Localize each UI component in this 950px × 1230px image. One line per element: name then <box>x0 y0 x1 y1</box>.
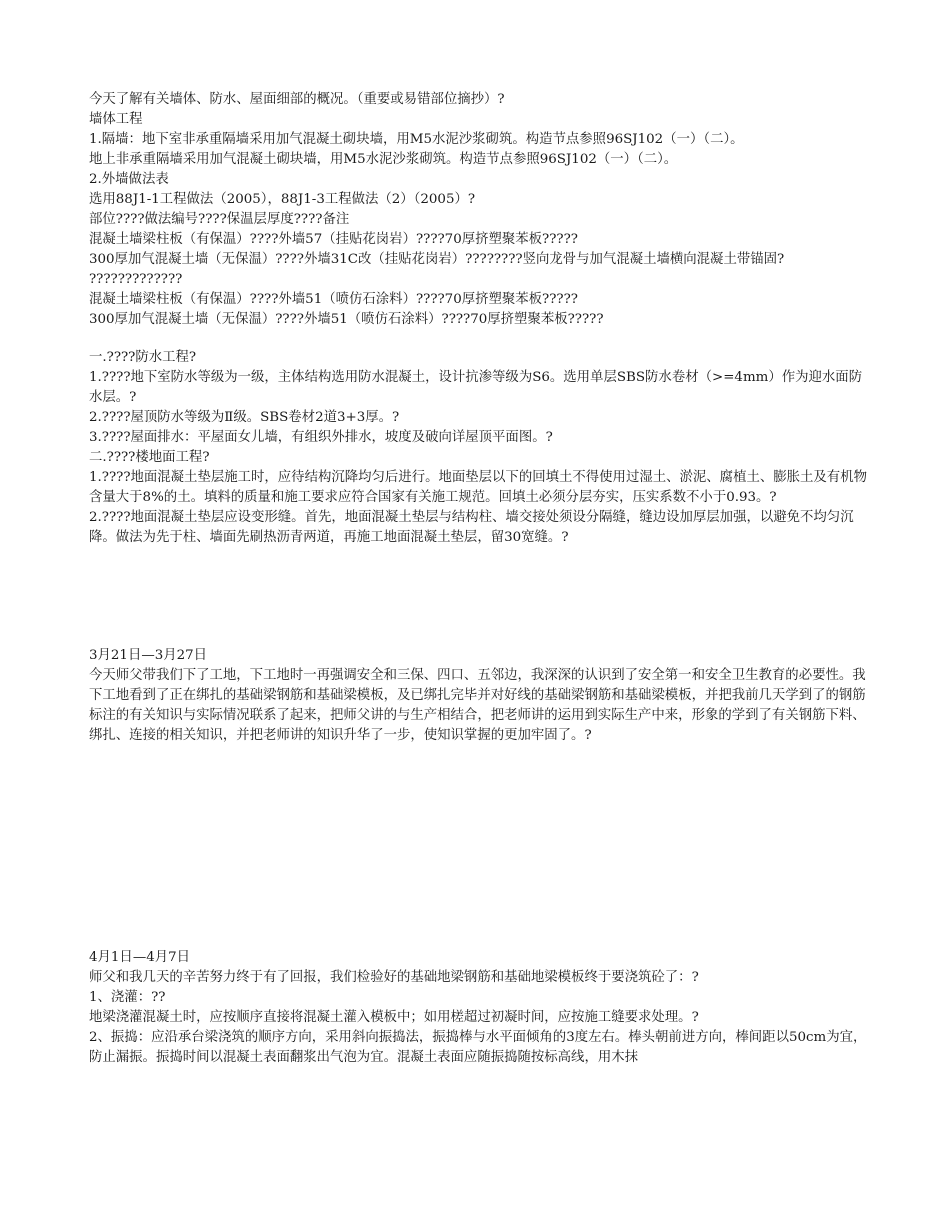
spacer <box>89 330 869 348</box>
wall-item-1a: 1.隔墙：地下室非承重隔墙采用加气混凝土砌块墙，用M5水泥沙浆砌筑。构造节点参照96SJ102（一）（二）。 <box>89 132 744 147</box>
wall-table-row: 300厚加气混凝土墙（无保温）????外墙51（喷仿石涂料）????70厚挤塑聚苯板????? <box>89 312 604 327</box>
waterproof-item-2: 2.????屋顶防水等级为Ⅱ级。SBS卷材2道3+3厚。? <box>89 410 400 425</box>
wall-table-row: ????????????? <box>89 272 183 287</box>
waterproof-item-3: 3.????屋面排水：平屋面女儿墙，有组织外排水，坡度及破向详屋顶平面图。? <box>89 430 553 445</box>
spacer <box>89 746 869 948</box>
vibrate-item-body: 2、振捣：应沿承台梁浇筑的顺序方向，采用斜向振捣法，振捣棒与水平面倾角的3度左右。棒头朝前进方向，棒间距以50cm为宜，防止漏振。振捣时间以混凝土表面翻浆出气泡为宜。混凝土表面应随振捣随按标高线，用木抹 <box>89 1030 867 1065</box>
wall-item-1b: 地上非承重隔墙采用加气混凝土砌块墙，用M5水泥沙浆砌筑。构造节点参照96SJ102（一）（二）。 <box>89 152 678 167</box>
pour-item-body: 地梁浇灌混凝土时，应按顺序直接将混凝土灌入模板中；如用槎超过初凝时间，应按施工缝要求处理。? <box>89 1010 699 1025</box>
wall-table-row: 混凝土墙梁柱板（有保温）????外墙51（喷仿石涂料）????70厚挤塑聚苯板????? <box>89 292 578 307</box>
waterproof-section-title: 一.????防水工程? <box>89 350 197 365</box>
pour-item-title: 1、浇灌：?? <box>89 990 166 1005</box>
wall-table-row: 混凝土墙梁柱板（有保温）????外墙57（挂贴花岗岩）????70厚挤塑聚苯板????? <box>89 232 578 247</box>
entry-date: 3月21日—3月27日 <box>89 648 208 663</box>
wall-select-line: 选用88J1-1工程做法（2005），88J1-3工程做法（2）（2005）? <box>89 192 476 207</box>
document-page <box>89 90 869 1068</box>
wall-item-2: 2.外墙做法表 <box>89 172 169 187</box>
intro-line: 今天了解有关墙体、防水、屋面细部的概况。（重要或易错部位摘抄）? <box>89 92 505 107</box>
wall-table-row: 300厚加气混凝土墙（无保温）????外墙31C改（挂贴花岗岩）????????竖向龙骨与加气混凝土墙横向混凝土带锚固? <box>89 252 785 267</box>
floor-item-2: 2.????地面混凝土垫层应设变形缝。首先，地面混凝土垫层与结构柱、墙交接处须设分隔缝，缝边设加厚层加强，以避免不均匀沉降。做法为先于柱、墙面先刷热沥青两道，再施工地面混凝土垫层，留30宽缝。? <box>89 510 854 545</box>
wall-table-header: 部位????做法编号????保温层厚度????备注 <box>89 212 350 227</box>
floor-item-1: 1.????地面混凝土垫层施工时，应待结构沉降均匀后进行。地面垫层以下的回填土不得使用过湿土、淤泥、腐植土、膨胀土及有机物含量大于8%的土。填料的质量和施工要求应符合国家有关施工规范。回填土必须分层夯实，压实系数不小于0.93。? <box>89 470 867 505</box>
floor-section-title: 二.????楼地面工程? <box>89 450 210 465</box>
entry-body: 今天师父带我们下了工地，下工地时一再强调安全和三保、四口、五邻边，我深深的认识到了安全第一和安全卫生教育的必要性。我下工地看到了正在绑扎的基础梁钢筋和基础梁模板，及已绑扎完毕并对好线的基础梁钢筋和基础梁模板，并把我前几天学到了的钢筋标注的有关知识与实际情况联系了起来，把师父讲的与生产相结合，把老师讲的运用到实际生产中来，形象的学到了有关钢筋下料、绑扎、连接的相关知识，并把老师讲的知识升华了一步，使知识掌握的更加牢固了。? <box>89 668 866 743</box>
wall-section-title: 墙体工程 <box>89 112 143 127</box>
entry-intro: 师父和我几天的辛苦努力终于有了回报，我们检验好的基础地梁钢筋和基础地梁模板终于要浇筑砼了：? <box>89 970 699 985</box>
waterproof-item-1: 1.????地下室防水等级为一级，主体结构选用防水混凝土，设计抗渗等级为S6。选用单层SBS防水卷材（>=4mm）作为迎水面防水层。? <box>89 370 863 405</box>
spacer <box>89 548 869 646</box>
entry-date: 4月1日—4月7日 <box>89 950 191 965</box>
